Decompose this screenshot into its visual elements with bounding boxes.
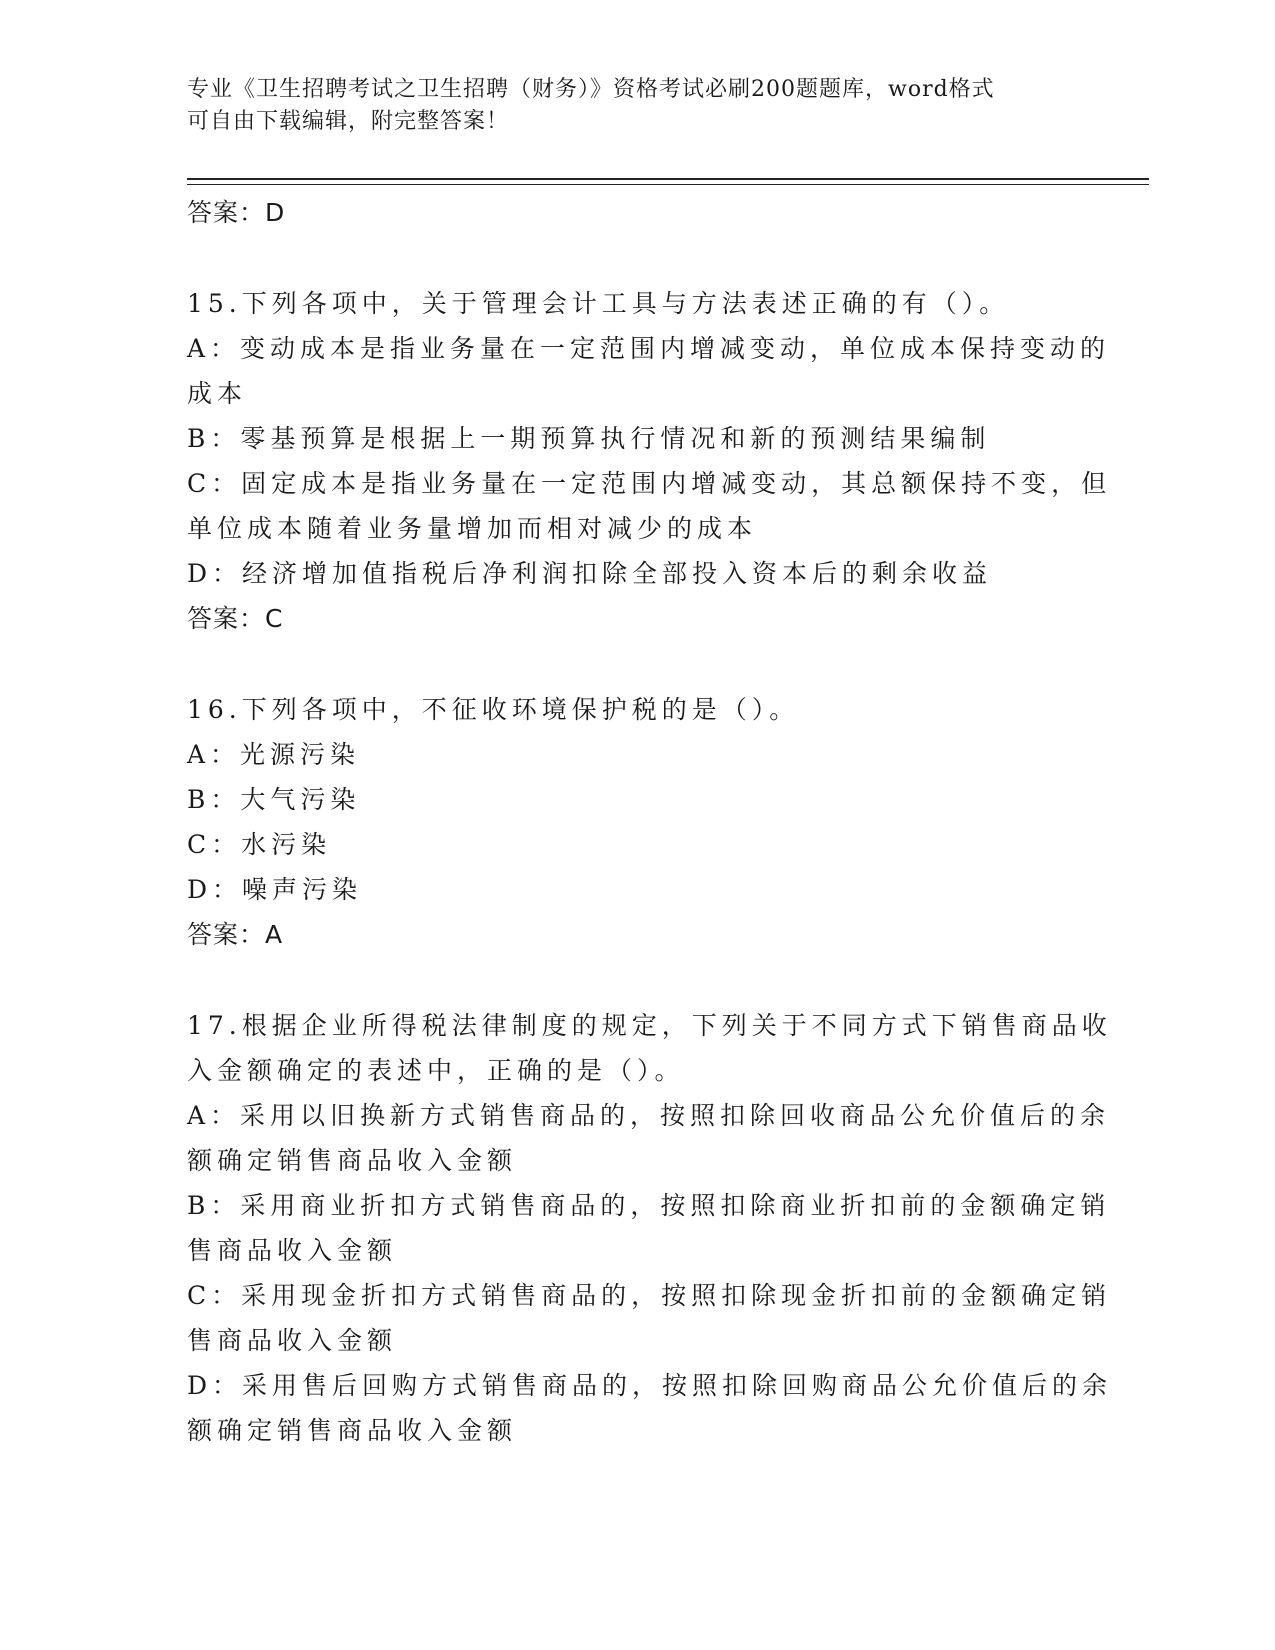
option-c: C：固定成本是指业务量在一定范围内增减变动，其总额保持不变，但 bbox=[187, 469, 1112, 498]
option-c: C：水污染 bbox=[187, 830, 332, 859]
option-b: B：采用商业折扣方式销售商品的，按照扣除商业折扣前的金额确定销 bbox=[187, 1191, 1111, 1220]
question-stem: 15.下列各项中，关于管理会计工具与方法表述正确的有（）。 bbox=[187, 289, 1010, 318]
question-17 bbox=[187, 1003, 1113, 1453]
question-stem: 17.根据企业所得税法律制度的规定，下列关于不同方式下销售商品收 bbox=[187, 1011, 1112, 1040]
option-d: D：采用售后回购方式销售商品的，按照扣除回购商品公允价值后的余 bbox=[187, 1371, 1113, 1400]
previous-answer: 答案：D bbox=[187, 198, 286, 227]
header-divider-thin bbox=[187, 184, 1149, 185]
header-line-2: 可自由下载编辑，附完整答案！ bbox=[187, 109, 510, 134]
option-d: D：噪声污染 bbox=[187, 875, 363, 904]
header-line-1: 专业《卫生招聘考试之卫生招聘（财务）》资格考试必刷200题题库，word格式 bbox=[187, 77, 995, 102]
option-b: B：大气污染 bbox=[187, 785, 361, 814]
question-stem: 16.下列各项中，不征收环境保护税的是（）。 bbox=[187, 695, 800, 724]
question-stem-continued: 入金额确定的表述中，正确的是（）。 bbox=[187, 1056, 685, 1085]
question-15 bbox=[187, 281, 1112, 641]
option-c-continued: 单位成本随着业务量增加而相对减少的成本 bbox=[187, 514, 758, 543]
header-divider-thick bbox=[187, 178, 1149, 180]
answer: 答案：A bbox=[187, 920, 284, 949]
option-d: D：经济增加值指税后净利润扣除全部投入资本后的剩余收益 bbox=[187, 559, 993, 588]
option-a: A：变动成本是指业务量在一定范围内增减变动，单位成本保持变动的 bbox=[187, 334, 1111, 363]
option-a-continued: 额确定销售商品收入金额 bbox=[187, 1146, 518, 1175]
option-b-continued: 售商品收入金额 bbox=[187, 1236, 398, 1265]
question-16 bbox=[187, 687, 1087, 957]
option-b: B：零基预算是根据上一期预算执行情况和新的预测结果编制 bbox=[187, 424, 991, 453]
option-c-continued: 售商品收入金额 bbox=[187, 1326, 398, 1355]
option-a-continued: 成本 bbox=[187, 379, 248, 408]
document-header bbox=[187, 74, 1067, 138]
option-a: A：采用以旧换新方式销售商品的，按照扣除回收商品公允价值后的余 bbox=[187, 1101, 1111, 1130]
option-c: C：采用现金折扣方式销售商品的，按照扣除现金折扣前的金额确定销 bbox=[187, 1281, 1112, 1310]
answer: 答案：C bbox=[187, 604, 284, 633]
question-body bbox=[187, 190, 1113, 1453]
option-a: A：光源污染 bbox=[187, 740, 361, 769]
option-d-continued: 额确定销售商品收入金额 bbox=[187, 1416, 518, 1445]
